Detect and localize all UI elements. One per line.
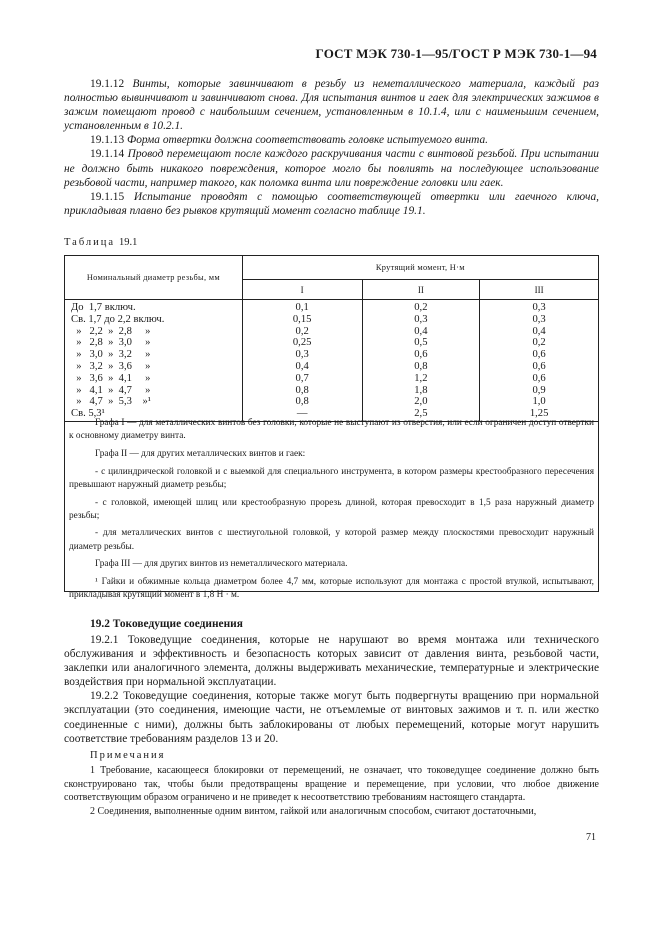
note-column-iii: Графа III — для других винтов из неметаллического материала.: [95, 559, 348, 570]
clause-19-1-15: 19.1.15 Испытание проводят с помощью соответствующей отвертки или гаечного ключа, прикладывая плавно без рывков крутящий момент согласно таблице 19.1.: [64, 190, 599, 217]
note-column-i: Графа I — для металлических винтов без головки, которые не выступают из отверстия, или если ограничен доступ отвертки к основному диаметру винта.: [69, 418, 594, 442]
table-row: » 3,0 » 3,2 » 0,3 0,6 0,6: [65, 349, 599, 361]
table-row: » 3,2 » 3,6 » 0,4 0,8 0,6: [65, 361, 599, 373]
page-header: ГОСТ МЭК 730-1—95/ГОСТ Р МЭК 730-1—94: [315, 46, 597, 61]
note-item: - с головкой, имеющей шлиц или крестообразную прорезь длиной, которая превосходит в 1,5 раза наружный диаметр резьбы;: [69, 497, 594, 521]
table-row: » 4,7 » 5,3 »¹ 0,8 2,0 1,0: [65, 396, 599, 408]
clause-19-1-14: 19.1.14 Провод перемещают после каждого раскручивания части с винтовой резьбой. При испытании не должно быть никакого повреждения, которое могло бы повлиять на последующее использование резьбовой части, например такого, как поломка винта или повреждение головки или гаек.: [64, 148, 599, 189]
clause-19-1-13: 19.1.13 Форма отвертки должна соответствовать головке испытуемого винта.: [90, 134, 489, 147]
section-body: [64, 633, 599, 746]
column-iii: III: [480, 280, 599, 300]
table-row: До 1,7 включ. 0,1 0,2 0,3: [65, 300, 599, 314]
table-row: Св. 1,7 до 2,2 включ. 0,15 0,3 0,3: [65, 314, 599, 326]
notes-body: [64, 764, 599, 818]
diameter-header: Номинальный диаметр резьбы, мм: [65, 256, 243, 300]
table-row: » 4,1 » 4,7 » 0,8 1,8 0,9: [65, 385, 599, 397]
column-i: I: [242, 280, 362, 300]
clause-19-2-2: 19.2.2 Токоведущие соединения, которые также могут быть подвергнуты вращению при нормальной эксплуатации (это соединения, имеющие части, не отъемлемые от винтовых зажимов и т. п. или жестко соединенные с ними), должны быть заблокированы от любых перемещений, которые могут нарушить соответствие требованиям разделов 13 и 20.: [64, 690, 599, 745]
table-notes: [64, 414, 599, 601]
table-row: » 3,6 » 4,1 » 0,7 1,2 0,6: [65, 373, 599, 385]
note-column-ii: Графа II — для других металлических винтов и гаек:: [95, 448, 306, 459]
table-caption: Таблица 19.1: [64, 237, 138, 248]
torque-table: [64, 255, 599, 422]
section-title: 19.2 Токоведущие соединения: [90, 618, 243, 630]
note-item: - для металлических винтов с шестиугольной головкой, у которой размер между плоскостями превосходит наружный диаметр резьбы.: [69, 528, 594, 552]
note-item: - с цилиндрической головкой и с выемкой для специального инструмента, в котором размеры крестообразного пересечения превышают наружный диаметр резьбы;: [69, 466, 594, 490]
clause-19-2-1: 19.2.1 Токоведущие соединения, которые не нарушают во время монтажа или технического обслуживания и эффективность и безопасность которых зависит от давления винта, резьбовой части, заклепки или аналогичного элемента, должны выдерживать механические, температурные и электрические воздействия при нормальной эксплуатации.: [64, 634, 599, 689]
clause-19-1-12: 19.1.12 Винты, которые завинчивают в резьбу из неметаллического материала, каждый раз полностью вывинчивают и завинчивают снова. Для испытания винтов и гаек для электрических зажимов в зажим помещают провод с наибольшим сечением, установленным в 10.1.4, или с наименьшим сечением, установленным в 10.2.1.: [64, 78, 599, 133]
table-row: Св. 5,3¹ — 2,5 1,25: [65, 408, 599, 421]
column-ii: II: [362, 280, 480, 300]
torque-header: Крутящий момент, Н·м: [242, 256, 598, 280]
note-2: 2 Соединения, выполненные одним винтом, гайкой или аналогичным способом, считают достаточными,: [90, 805, 537, 817]
table-row: » 2,8 » 3,0 » 0,25 0,5 0,2: [65, 337, 599, 349]
footnote: ¹ Гайки и обжимные кольца диаметром более 4,7 мм, которые используют для монтажа с простой втулкой, испытывают, прикладывая крутящий момент в 1,8 Н · м.: [69, 577, 594, 601]
clauses-block: [64, 77, 599, 218]
page-number: 71: [586, 832, 596, 843]
note-1: 1 Требование, касающееся блокировки от перемещений, не означает, что токоведущее соединение должно быть сконструировано так, чтобы были предотвращены вращение и перемещение, при условии, что любое движение соответствующим образом ограничено и не приведет к несоответствию требованиям настоящего стандарта.: [64, 765, 599, 803]
notes-caption: Примечания: [90, 750, 166, 761]
table-row: » 2,2 » 2,8 » 0,2 0,4 0,4: [65, 326, 599, 338]
